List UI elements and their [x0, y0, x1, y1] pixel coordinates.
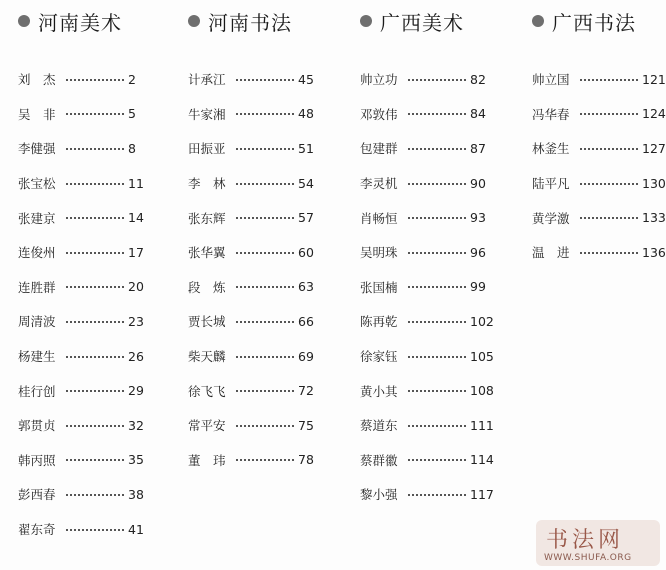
index-entry — [360, 97, 494, 132]
dot-leader — [66, 216, 124, 219]
dot-leader — [580, 78, 638, 81]
entry-page-number: 2 — [128, 71, 136, 87]
index-entry — [188, 131, 314, 166]
index-entry — [532, 62, 666, 97]
index-entry — [188, 235, 314, 270]
entry-page-number: 72 — [298, 383, 314, 399]
entry-name: 陈再乾 — [360, 314, 398, 330]
bullet-icon — [18, 15, 30, 27]
entry-page-number: 108 — [470, 383, 494, 399]
index-entry — [532, 235, 666, 270]
entry-page-number: 127 — [642, 140, 666, 156]
dot-leader — [66, 182, 124, 185]
entry-name: 常平安 — [188, 418, 226, 434]
entry-name: 田振亚 — [188, 141, 226, 157]
index-entry — [360, 200, 494, 235]
dot-leader — [66, 528, 124, 531]
entry-page-number: 96 — [470, 244, 486, 260]
column-title: 河南书法 — [208, 10, 292, 35]
entry-name: 黄学激 — [532, 210, 570, 226]
entry-name: 帅立功 — [360, 72, 398, 88]
index-entry — [18, 131, 144, 166]
entry-page-number: 38 — [128, 486, 144, 502]
entry-page-number: 121 — [642, 71, 666, 87]
index-entry — [18, 373, 144, 408]
entry-name: 徐飞飞 — [188, 383, 226, 399]
entry-name: 温 进 — [532, 245, 570, 261]
entry-page-number: 130 — [642, 175, 666, 191]
dot-leader — [236, 389, 294, 392]
watermark-url: WWW.SHUFA.ORG — [544, 553, 632, 563]
index-entry — [188, 408, 314, 443]
entry-page-number: 26 — [128, 348, 144, 364]
entry-name: 牛家湘 — [188, 106, 226, 122]
dot-leader — [236, 355, 294, 358]
index-entry — [18, 304, 144, 339]
column-title: 广西美术 — [380, 10, 464, 35]
dot-leader — [580, 251, 638, 254]
entry-name: 段 炼 — [188, 279, 226, 295]
entry-name: 桂行创 — [18, 383, 56, 399]
index-entry — [188, 97, 314, 132]
entry-page-number: 69 — [298, 348, 314, 364]
index-entry — [188, 166, 314, 201]
entry-name: 帅立国 — [532, 72, 570, 88]
entry-page-number: 23 — [128, 313, 144, 329]
dot-leader — [66, 251, 124, 254]
entry-page-number: 84 — [470, 106, 486, 122]
entry-page-number: 124 — [642, 106, 666, 122]
entry-name: 张华翼 — [188, 245, 226, 261]
entry-page-number: 90 — [470, 175, 486, 191]
entry-name: 张建京 — [18, 210, 56, 226]
entry-page-number: 35 — [128, 452, 144, 468]
index-entry — [188, 270, 314, 305]
dot-leader — [408, 182, 466, 185]
dot-leader — [66, 355, 124, 358]
dot-leader — [66, 389, 124, 392]
index-entry — [360, 62, 494, 97]
entry-page-number: 111 — [470, 417, 494, 433]
column-heading — [188, 8, 292, 34]
entry-name: 张宝松 — [18, 176, 56, 192]
entry-name: 黎小强 — [360, 487, 398, 503]
index-entry — [360, 235, 494, 270]
index-entry — [18, 408, 144, 443]
entry-page-number: 82 — [470, 71, 486, 87]
dot-leader — [236, 112, 294, 115]
dot-leader — [408, 389, 466, 392]
entry-name: 蔡群徽 — [360, 452, 398, 468]
entry-page-number: 45 — [298, 71, 314, 87]
index-entry — [18, 270, 144, 305]
entry-name: 计承江 — [188, 72, 226, 88]
entry-name: 肖畅恒 — [360, 210, 398, 226]
column-heading — [360, 8, 464, 34]
site-watermark — [536, 520, 660, 566]
entry-list — [532, 62, 666, 270]
entry-name: 韩丙照 — [18, 452, 56, 468]
entry-name: 冯华春 — [532, 106, 570, 122]
dot-leader — [66, 424, 124, 427]
index-entry — [18, 235, 144, 270]
entry-page-number: 102 — [470, 313, 494, 329]
index-entry — [188, 339, 314, 374]
entry-page-number: 29 — [128, 383, 144, 399]
entry-page-number: 32 — [128, 417, 144, 433]
dot-leader — [66, 493, 124, 496]
index-entry — [532, 200, 666, 235]
dot-leader — [408, 355, 466, 358]
entry-name: 吴 非 — [18, 106, 56, 122]
entry-name: 柴天麟 — [188, 349, 226, 365]
dot-leader — [408, 216, 466, 219]
dot-leader — [66, 112, 124, 115]
entry-name: 李 林 — [188, 176, 226, 192]
entry-name: 郭贯贞 — [18, 418, 56, 434]
entry-page-number: 17 — [128, 244, 144, 260]
bullet-icon — [188, 15, 200, 27]
dot-leader — [236, 424, 294, 427]
entry-page-number: 51 — [298, 140, 314, 156]
column-title: 河南美术 — [38, 10, 122, 35]
entry-name: 包建群 — [360, 141, 398, 157]
entry-name: 翟东奇 — [18, 522, 56, 538]
entry-name: 贾长城 — [188, 314, 226, 330]
index-entry — [18, 512, 144, 547]
index-entry — [188, 304, 314, 339]
index-entry — [360, 443, 494, 478]
entry-page-number: 63 — [298, 279, 314, 295]
entry-page-number: 136 — [642, 244, 666, 260]
index-entry — [360, 131, 494, 166]
entry-page-number: 20 — [128, 279, 144, 295]
dot-leader — [408, 78, 466, 81]
entry-page-number: 114 — [470, 452, 494, 468]
column-title: 广西书法 — [552, 10, 636, 35]
index-entry — [360, 166, 494, 201]
index-entry — [532, 131, 666, 166]
entry-name: 李灵机 — [360, 176, 398, 192]
index-entry — [18, 477, 144, 512]
index-entry — [360, 477, 494, 512]
entry-list — [188, 62, 314, 477]
entry-name: 蔡道东 — [360, 418, 398, 434]
entry-name: 连胜群 — [18, 279, 56, 295]
index-entry — [360, 339, 494, 374]
index-entry — [360, 304, 494, 339]
entry-page-number: 60 — [298, 244, 314, 260]
entry-page-number: 93 — [470, 210, 486, 226]
entry-name: 连俊州 — [18, 245, 56, 261]
dot-leader — [236, 251, 294, 254]
dot-leader — [66, 458, 124, 461]
bullet-icon — [532, 15, 544, 27]
watermark-logo: 书法网 — [546, 528, 625, 553]
dot-leader — [66, 285, 124, 288]
entry-page-number: 11 — [128, 175, 144, 191]
dot-leader — [408, 112, 466, 115]
entry-name: 张国楠 — [360, 279, 398, 295]
dot-leader — [236, 285, 294, 288]
entry-name: 张东辉 — [188, 210, 226, 226]
index-entry — [188, 443, 314, 478]
entry-name: 刘 杰 — [18, 72, 56, 88]
entry-page-number: 57 — [298, 210, 314, 226]
entry-page-number: 14 — [128, 210, 144, 226]
dot-leader — [236, 320, 294, 323]
entry-page-number: 87 — [470, 140, 486, 156]
entry-page-number: 54 — [298, 175, 314, 191]
bullet-icon — [360, 15, 372, 27]
entry-name: 杨建生 — [18, 349, 56, 365]
dot-leader — [408, 320, 466, 323]
entry-page-number: 8 — [128, 140, 136, 156]
entry-page-number: 66 — [298, 313, 314, 329]
column-heading — [532, 8, 636, 34]
index-entry — [360, 270, 494, 305]
dot-leader — [580, 147, 638, 150]
entry-name: 邓敦伟 — [360, 106, 398, 122]
entry-list — [18, 62, 144, 546]
entry-name: 李健强 — [18, 141, 56, 157]
entry-page-number: 75 — [298, 417, 314, 433]
dot-leader — [408, 493, 466, 496]
index-entry — [360, 373, 494, 408]
entry-name: 董 玮 — [188, 452, 226, 468]
index-entry — [188, 62, 314, 97]
entry-name: 吴明珠 — [360, 245, 398, 261]
dot-leader — [236, 458, 294, 461]
entry-page-number: 41 — [128, 521, 144, 537]
entry-page-number: 117 — [470, 486, 494, 502]
dot-leader — [236, 78, 294, 81]
index-entry — [18, 166, 144, 201]
dot-leader — [408, 458, 466, 461]
entry-name: 彭西春 — [18, 487, 56, 503]
index-entry — [18, 339, 144, 374]
index-entry — [360, 408, 494, 443]
dot-leader — [408, 424, 466, 427]
entry-list — [360, 62, 494, 512]
dot-leader — [408, 285, 466, 288]
index-entry — [18, 443, 144, 478]
entry-page-number: 105 — [470, 348, 494, 364]
index-entry — [532, 97, 666, 132]
entry-name: 陆平凡 — [532, 176, 570, 192]
column-heading — [18, 8, 122, 34]
entry-page-number: 133 — [642, 210, 666, 226]
dot-leader — [66, 147, 124, 150]
entry-name: 林釜生 — [532, 141, 570, 157]
entry-name: 周清波 — [18, 314, 56, 330]
dot-leader — [236, 216, 294, 219]
dot-leader — [408, 251, 466, 254]
index-entry — [188, 200, 314, 235]
index-entry — [18, 62, 144, 97]
dot-leader — [580, 216, 638, 219]
entry-page-number: 99 — [470, 279, 486, 295]
dot-leader — [66, 78, 124, 81]
entry-page-number: 5 — [128, 106, 136, 122]
dot-leader — [408, 147, 466, 150]
dot-leader — [580, 182, 638, 185]
index-entry — [18, 200, 144, 235]
dot-leader — [580, 112, 638, 115]
index-entry — [18, 97, 144, 132]
dot-leader — [236, 147, 294, 150]
entry-page-number: 48 — [298, 106, 314, 122]
dot-leader — [66, 320, 124, 323]
dot-leader — [236, 182, 294, 185]
index-entry — [188, 373, 314, 408]
entry-name: 黄小其 — [360, 383, 398, 399]
entry-name: 徐家钰 — [360, 349, 398, 365]
index-entry — [532, 166, 666, 201]
entry-page-number: 78 — [298, 452, 314, 468]
